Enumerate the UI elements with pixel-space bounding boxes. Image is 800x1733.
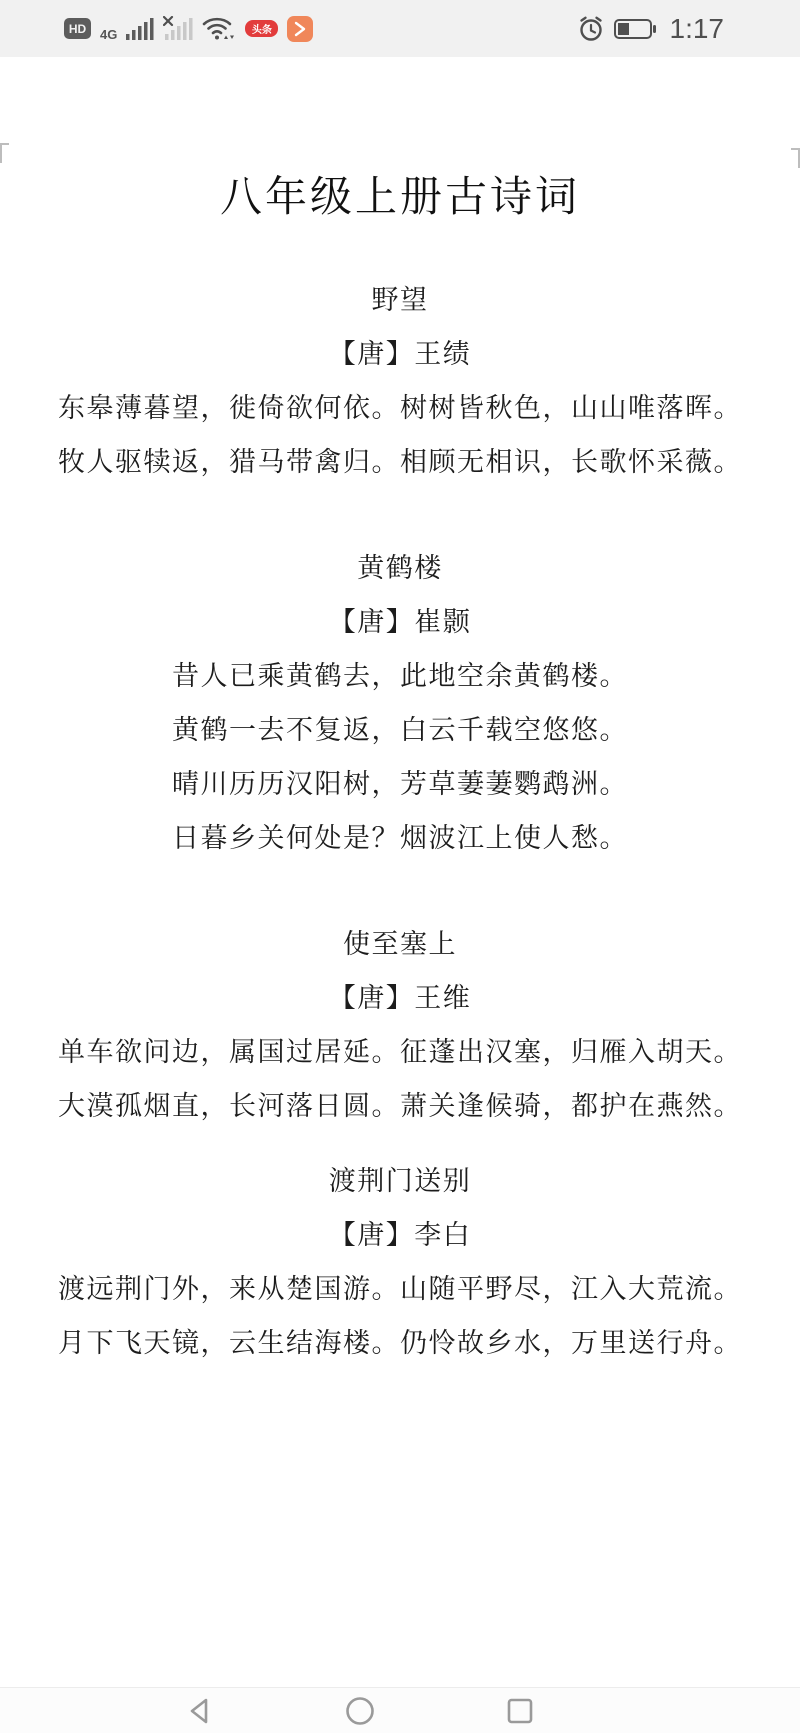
poem-lines (0, 1025, 800, 1133)
poem-lines (0, 649, 800, 865)
poem-section (0, 541, 800, 865)
poem-line: 牧人驱犊返，猎马带禽归。相顾无相识，长歌怀采薇。 (58, 447, 742, 477)
poem-line: 黄鹤一去不复返，白云千载空悠悠。 (172, 715, 628, 745)
poem-line: 大漠孤烟直，长河落日圆。萧关逢候骑，都护在燕然。 (58, 1091, 742, 1121)
network-type-label: 4G (100, 27, 118, 42)
poem-line: 渡远荆门外，来从楚国游。山随平野尽，江入大荒流。 (58, 1274, 742, 1304)
home-button[interactable] (342, 1693, 378, 1729)
poem-section (0, 1154, 800, 1370)
back-button[interactable] (182, 1693, 218, 1729)
poem-author: 【唐】王维 (328, 983, 472, 1013)
page-title: 八年级上册古诗词 (219, 173, 580, 220)
poem-lines (0, 381, 800, 489)
toutiao-app-icon (287, 16, 313, 42)
poem-line: 日暮乡关何处是？烟波江上使人愁。 (172, 823, 628, 853)
poem-line: 单车欲问边，属国过居延。征蓬出汉塞，归雁入胡天。 (58, 1037, 742, 1067)
wifi-icon (202, 15, 236, 42)
poem-section (0, 273, 800, 489)
toutiao-badge: 头条 (245, 20, 278, 37)
poem-author: 【唐】李白 (328, 1220, 472, 1250)
status-bar-right (578, 13, 725, 45)
poem-title: 野望 (371, 285, 429, 315)
poem-title: 黄鹤楼 (357, 553, 443, 583)
back-triangle-icon (185, 1696, 215, 1726)
poem-author: 【唐】王绩 (328, 339, 472, 369)
poem-line: 月下飞天镜，云生结海楼。仍怜故乡水，万里送行舟。 (58, 1328, 742, 1358)
status-bar (0, 0, 800, 57)
poem-line: 昔人已乘黄鹤去，此地空余黄鹤楼。 (172, 661, 628, 691)
recents-square-icon (505, 1696, 535, 1726)
navigation-bar (0, 1687, 800, 1733)
signal-strength-icon (126, 16, 154, 42)
poem-line: 东皋薄暮望，徙倚欲何依。树树皆秋色，山山唯落晖。 (58, 393, 742, 423)
poem-title: 使至塞上 (343, 929, 457, 959)
poems (0, 273, 800, 1370)
poem-line: 晴川历历汉阳树，芳草萋萋鹦鹉洲。 (172, 769, 628, 799)
poem-title: 渡荆门送别 (328, 1166, 472, 1196)
alarm-clock-icon (578, 16, 604, 42)
poem-author: 【唐】崔颢 (328, 607, 472, 637)
battery-icon (614, 18, 656, 40)
document-page (0, 57, 800, 1370)
poem-lines (0, 1262, 800, 1370)
hd-badge: HD (64, 18, 91, 39)
no-sim-signal-icon (163, 16, 193, 42)
poem-section (0, 917, 800, 1133)
home-circle-icon (344, 1695, 376, 1727)
status-time: 1:17 (669, 12, 724, 44)
recents-button[interactable] (502, 1693, 538, 1729)
status-bar-left (64, 15, 578, 42)
